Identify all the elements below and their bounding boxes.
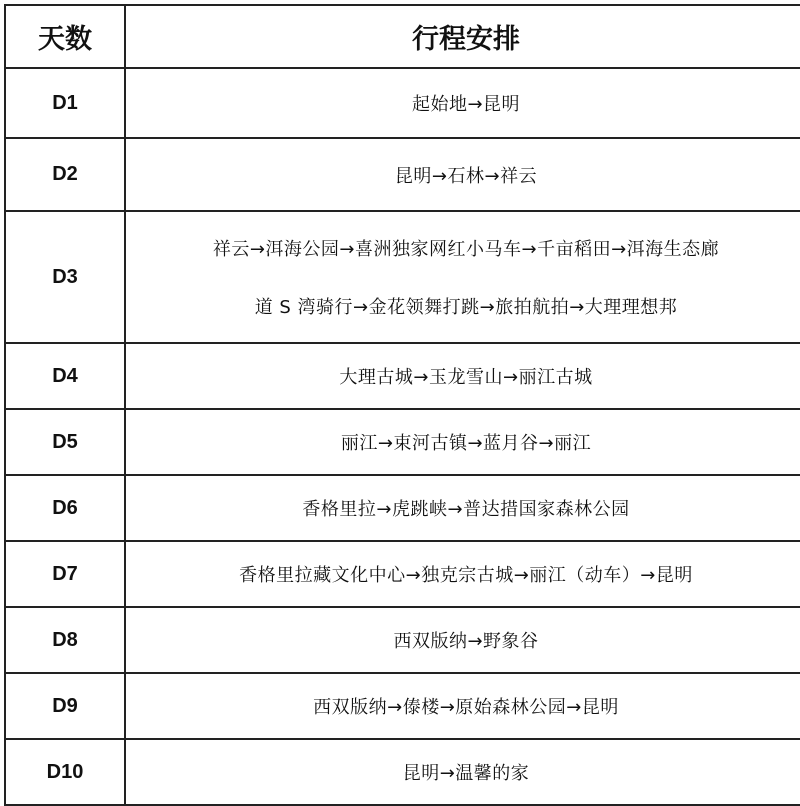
plan-line: 祥云→洱海公园→喜洲独家网红小马车→千亩稻田→洱海生态廊 xyxy=(212,239,720,260)
day-label: D5 xyxy=(5,409,125,475)
plan-line: 西双版纳→野象谷 xyxy=(393,631,539,652)
plan-text xyxy=(125,541,800,607)
table-row xyxy=(5,68,800,138)
plan-line: 香格里拉→虎跳峡→普达措国家森林公园 xyxy=(302,499,630,520)
day-label: D8 xyxy=(5,607,125,673)
table-row xyxy=(5,541,800,607)
day-label: D1 xyxy=(5,68,125,138)
plan-text xyxy=(125,68,800,138)
plan-text xyxy=(125,211,800,343)
plan-line: 道 S 湾骑行→金花领舞打跳→旅拍航拍→大理理想邦 xyxy=(254,297,678,318)
day-label: D4 xyxy=(5,343,125,409)
plan-line: 丽江→束河古镇→蓝月谷→丽江 xyxy=(340,433,592,454)
table-row xyxy=(5,409,800,475)
table-row xyxy=(5,211,800,343)
table-row xyxy=(5,739,800,805)
itinerary-body xyxy=(5,68,800,805)
day-label: D6 xyxy=(5,475,125,541)
day-label: D2 xyxy=(5,138,125,211)
day-label: D9 xyxy=(5,673,125,739)
itinerary-table xyxy=(4,4,800,806)
plan-text xyxy=(125,607,800,673)
plan-text xyxy=(125,673,800,739)
plan-column-header: 行程安排 xyxy=(125,5,800,68)
table-row xyxy=(5,138,800,211)
table-row xyxy=(5,673,800,739)
table-row xyxy=(5,607,800,673)
plan-line: 昆明→温馨的家 xyxy=(402,763,530,784)
plan-line: 香格里拉藏文化中心→独克宗古城→丽江（动车）→昆明 xyxy=(239,565,693,586)
plan-text xyxy=(125,475,800,541)
plan-text xyxy=(125,409,800,475)
plan-text xyxy=(125,739,800,805)
day-column-header: 天数 xyxy=(5,5,125,68)
header-row xyxy=(5,5,800,68)
table-row xyxy=(5,475,800,541)
plan-line: 西双版纳→傣楼→原始森林公园→昆明 xyxy=(313,697,619,718)
plan-line: 昆明→石林→祥云 xyxy=(394,165,538,187)
plan-text xyxy=(125,138,800,211)
plan-line: 起始地→昆明 xyxy=(411,94,521,115)
day-label: D10 xyxy=(5,739,125,805)
day-label: D7 xyxy=(5,541,125,607)
day-label: D3 xyxy=(5,211,125,343)
plan-text xyxy=(125,343,800,409)
plan-line: 大理古城→玉龙雪山→丽江古城 xyxy=(339,367,593,388)
table-row xyxy=(5,343,800,409)
